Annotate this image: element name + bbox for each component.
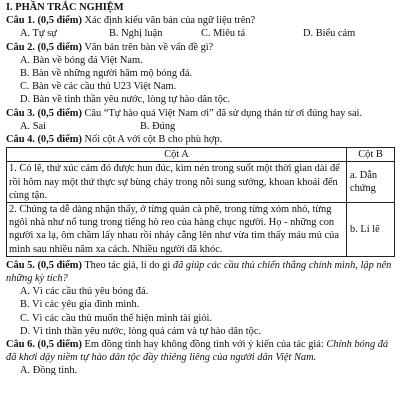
column-b-header: Cột B [347,148,395,162]
question-3-text: Câu “Tự hào quá Việt Nam ơi” đã sử dụng thán từ ơi đúng hay sai. [81,107,363,119]
question-6-text: Em đồng tình hay không đồng tình với ý kiến của tác giả: [81,339,327,351]
question-1-option-b: B. Nghị luận [109,28,163,40]
question-1-label: Câu 1. (0,5 điểm) [6,15,82,27]
matching-row-1 [7,162,395,203]
question-2-option-a: A. Bàn về bóng đá Việt Nam. [20,54,143,66]
question-4-text: Nối cột A với cột B cho phù hợp. [81,134,223,146]
question-2-option-c: C. Bàn về các cầu thủ U23 Việt Nam. [20,81,177,93]
row-1-column-b: a. Dẫn chứng [347,162,395,203]
question-4-label: Câu 4. (0,5 điểm) [6,134,82,146]
question-3-option-b: B. Đúng [140,120,176,132]
question-5-label: Câu 5. (0,5 điểm) [6,259,82,271]
question-1-option-c: C. Miêu tả [201,28,246,40]
question-3-option-a: A. Sai [20,120,46,132]
question-5-option-a: A. Vì các cầu thủ yêu bóng đá. [20,286,149,298]
matching-row-2 [7,203,395,257]
question-2-option-d: D. Bàn về tinh thần yêu nước, lòng tự hào dân tộc. [20,94,231,106]
question-5 [6,259,396,285]
question-5-italic-text: đã giúp các cầu thủ chiến thắng chính mình, lập nên những kỳ tích? [6,259,392,285]
question-1-option-a: A. Tự sự [20,28,57,40]
question-3-label: Câu 3. (0,5 điểm) [6,107,82,119]
column-a-header: Cột A [7,148,347,162]
row-2-column-b: b. Lí lẽ [347,203,395,257]
question-1-options [6,27,396,40]
question-4 [6,133,396,146]
question-2 [6,41,396,54]
row-1-column-a: 1. Có lẽ, thứ xúc cảm đó được hun đúc, kìm nén trong suốt một thời gian dài để rồi hôm nay một thứ thực sự bùng cháy trong nỗi sung sướng, khoan khoái đến cùng tận. [7,162,347,203]
question-1-option-d: D. Biểu cảm [303,28,356,40]
question-2-label: Câu 2. (0,5 điểm) [6,41,82,53]
question-6-option-a: A. Đồng tình. [20,365,78,376]
matching-table [6,147,395,257]
question-6 [6,338,396,364]
question-2-text: Văn bản trên bàn về vấn đề gì? [81,41,214,53]
question-3 [6,107,396,120]
section-title: I. PHẦN TRẮC NGHIỆM [6,2,124,13]
question-6-italic-text: Chính bóng đá đã khơi dậy niềm tự hào dân tộc đầy thiêng liêng của người dân Việt Nam. [6,339,389,364]
question-5-text: Theo tác giả, lí do gì [81,259,173,271]
question-2-option-b: B. Bàn về những người hâm mộ bóng đá. [20,68,193,80]
question-5-option-d: D. Vì tinh thần yêu nước, lòng quả cảm và tự hào dân tộc. [20,325,262,337]
document-page [0,1,400,401]
question-6-label: Câu 6. (0,5 điểm) [6,339,82,351]
question-1 [6,14,396,27]
question-5-option-c: C. Vì các cầu thủ muốn thể hiện mình tài giỏi. [20,312,212,324]
row-2-column-a: 2. Chúng ta dễ dàng nhận thấy, ở từng quán cà phê, trong từng xóm nhỏ, từng ngôi nhà như nổ tung trong tiếng hò reo của hàng chục người. Họ - những con người xa lạ, ôm chầm lấy nhau rồi nhảy cẫng lên như vừa tìm thấy máu mủ của mình sau nhiều năm xa cách. Nhiều người đã khóc. [7,203,347,257]
matching-table-header [7,148,395,162]
question-1-text: Xác định kiểu văn bản của ngữ liệu trên? [81,15,256,27]
question-5-option-b: B. Vì các yêu gia đình mình. [20,299,140,311]
question-3-options [6,120,396,133]
